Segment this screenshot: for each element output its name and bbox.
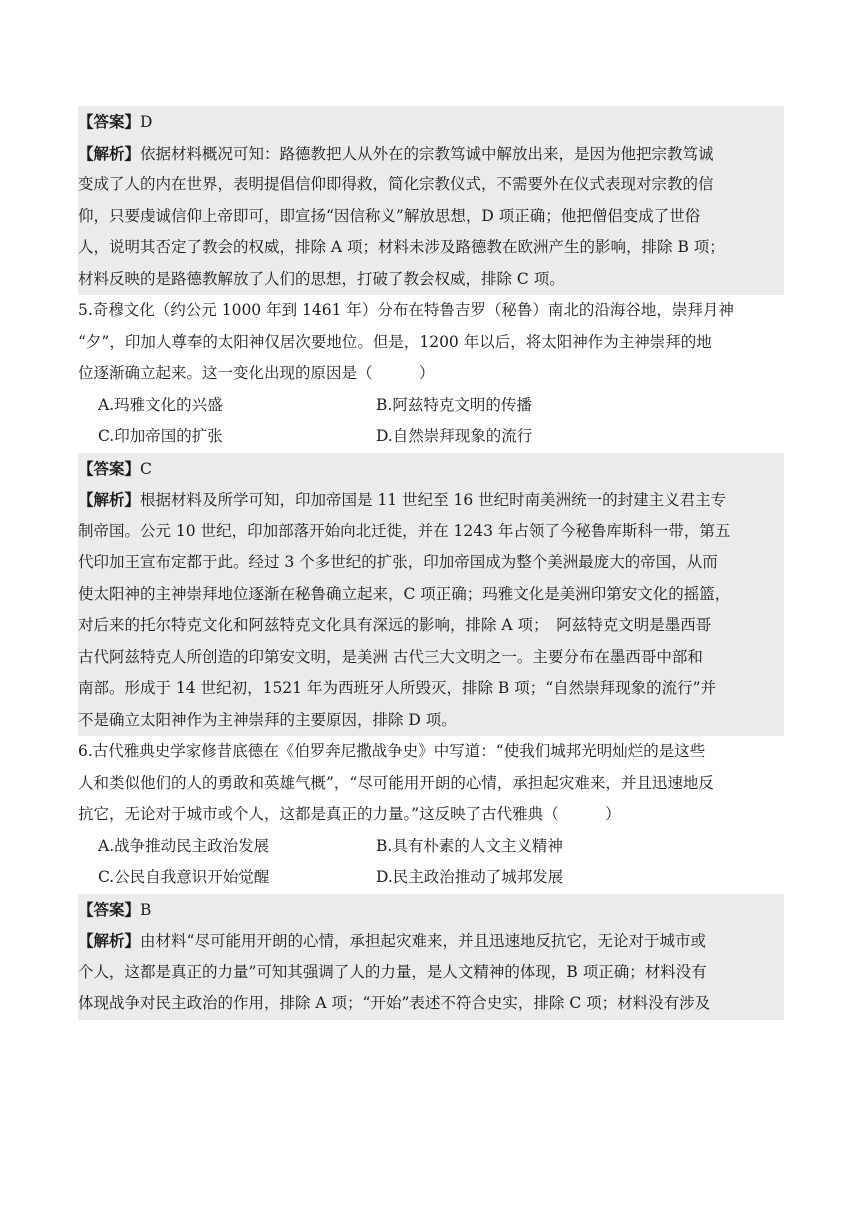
analysis-tag: 【解析】 [78,143,141,163]
q5-option-b: B.阿兹特克文明的传播 [376,395,532,414]
q5-analysis-text: 根据材料及所学可知，印加帝国是 11 世纪至 16 世纪时南美洲统一的封建主义君主专 [140,491,727,509]
q6-options-row [78,862,784,894]
q4-analysis-line: 变成了人的内在世界，表明提倡信仰即得救，简化宗教仪式，不需要外在仪式表现对宗教的信 [78,169,784,201]
q6-option-c: C.公民自我意识开始觉醒 [98,868,270,886]
q6-stem-line: 人和类似他们的人的勇敢和英雄气概”，“尽可能用开朗的心情，承担起灾难来，并且迅速地反 [78,773,714,792]
q5-stem-line: “夕”，印加人尊奉的太阳神仅居次要地位。但是，1200 年以后，将太阳神作为主神崇拜的地 [78,332,712,351]
answer-tag: 【答案】 [78,112,141,131]
page-content [78,106,784,1020]
q5-analysis-line [78,484,784,516]
q5-stem-line: 5.奇穆文化（约公元 1000 年到 1461 年）分布在特鲁吉罗（秘鲁）南北的沿海谷地，崇拜月神 [78,301,734,319]
q5-analysis-line: 制帝国。公元 10 世纪，印加部落开始向北迁徙，并在 1243 年占领了今秘鲁库斯科一带，第五 [78,516,784,548]
answer-tag: 【答案】 [78,899,141,919]
q5-analysis-line: 使太阳神的主神崇拜地位逐渐在秘鲁确立起来，C 项正确；玛雅文化是美洲印第安文化的摇篮， [78,579,784,611]
q5-answer: C [140,459,152,478]
q6-analysis-line: 个人，这都是真正的力量”可知其强调了人的力量，是人文精神的体现，B 项正确；材料没有 [78,957,784,989]
q6-option-b: B.具有朴素的人文主义精神 [376,836,563,855]
q4-analysis-line: 材料反映的是路德教解放了人们的思想，打破了教会权威，排除 C 项。 [78,264,784,296]
q5-analysis-line: 代印加王宣布定都于此。经过 3 个多世纪的扩张，印加帝国成为整个美洲最庞大的帝国，从而 [78,547,784,579]
q6-answer-line [78,894,784,926]
q4-analysis-line [78,138,784,170]
q5-analysis-line: 对后来的托尔特克文化和阿兹特克文化具有深远的影响，排除 A 项； 阿兹特克文明是墨西哥 [78,610,784,642]
q5-option-a: A.玛雅文化的兴盛 [98,395,223,414]
q5-answer-line [78,453,784,485]
analysis-tag: 【解析】 [78,490,141,509]
q4-analysis-text: 依据材料概况可知：路德教把人从外在的宗教笃诚中解放出来，是因为他把宗教笃诚 [140,144,714,163]
answer-tag: 【答案】 [78,458,141,478]
q6-answer: B [140,900,152,919]
analysis-tag: 【解析】 [78,931,141,950]
q6-option-d: D.民主政治推动了城邦发展 [376,868,564,886]
q6-analysis-line: 体现战争对民主政治的作用，排除 A 项；“开始”表述不符合史实，排除 C 项；材料没有涉及 [78,988,784,1020]
q6-stem-line: 抗它，无论对于城市或个人，这都是真正的力量。”这反映了古代雅典（ ） [78,805,621,823]
q6-analysis-text: 由材料“尽可能用开朗的心情，承担起灾难来，并且迅速地反抗它，无论对于城市或 [140,932,706,950]
q6-options-row [78,831,784,863]
q5-analysis-line: 南部。形成于 14 世纪初，1521 年为西班牙人所毁灭，排除 B 项；“自然崇拜现象的流行”并 [78,673,784,705]
q5-option-c: C.印加帝国的扩张 [98,427,223,445]
q6-option-a: A.战争推动民主政治发展 [98,836,270,855]
q5-option-d: D.自然崇拜现象的流行 [376,427,533,445]
q4-analysis-line: 人，说明其否定了教会的权威，排除 A 项；材料未涉及路德教在欧洲产生的影响，排除 B 项； [78,232,784,264]
q5-stem-line: 位逐渐确立起来。这一变化出现的原因是（ ） [78,364,435,382]
q5-analysis-line: 古代阿兹特克人所创造的印第安文明，是美洲 古代三大文明之一。主要分布在墨西哥中部和 [78,642,784,674]
q5-options-row [78,421,784,453]
q5-options-row [78,390,784,422]
q4-answer-line [78,106,784,138]
q5-analysis-line: 不是确立太阳神作为主神崇拜的主要原因，排除 D 项。 [78,705,784,737]
q6-stem-line: 6.古代雅典史学家修昔底德在《伯罗奔尼撒战争史》中写道：“使我们城邦光明灿烂的是这些 [78,742,706,760]
q4-answer: D [140,113,153,131]
q4-analysis-line: 仰，只要虔诚信仰上帝即可，即宣扬“因信称义”解放思想，D 项正确；他把僧侣变成了世俗 [78,201,784,233]
q6-analysis-line [78,925,784,957]
